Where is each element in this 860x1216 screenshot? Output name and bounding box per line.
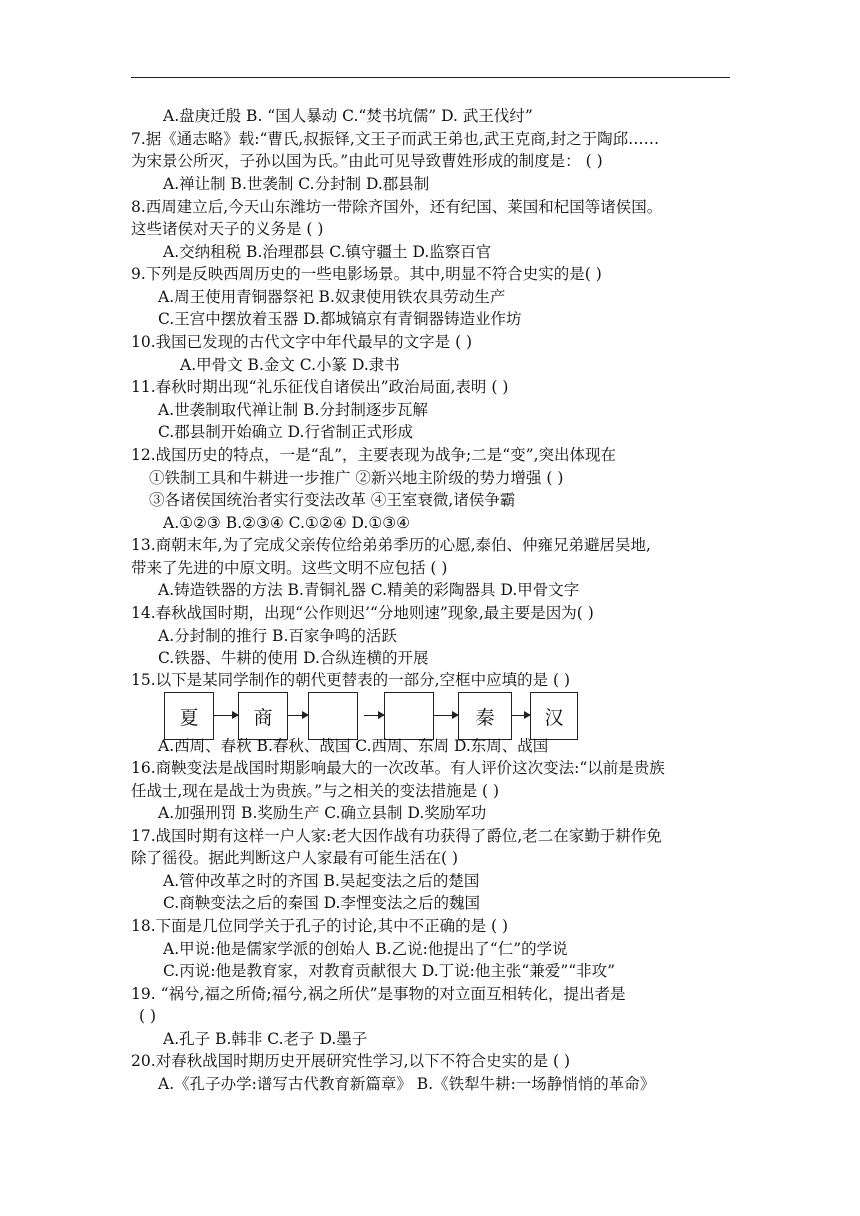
arrow-right-icon: [364, 715, 384, 716]
question-14: 14.春秋战国时期，出现“公作则迟’“分地则速”现象,最主要是因为( ): [131, 604, 594, 622]
question-7: 7.据《通志略》载:“曹氏,叔振铎,文王子而武王弟也,武王克商,封之于陶邱……: [131, 130, 660, 148]
text-line: ③各诸侯国统治者实行变法改革 ④王室衰微,诸侯争霸: [149, 491, 516, 509]
dynasty-box: 商: [238, 692, 288, 740]
question-11: 11.春秋时期出现“礼乐征伐自诸侯出”政治局面,表明 ( ): [131, 378, 509, 396]
question-10: 10.我国已发现的古代文字中年代最早的文字是 ( ): [131, 333, 473, 351]
arrow-right-icon: [288, 715, 308, 716]
dynasty-box: 秦: [458, 692, 512, 740]
options-line: A.甲骨文 B.金文 C.小篆 D.隶书: [180, 356, 400, 374]
options-line: A.铸造铁器的方法 B.青铜礼器 C.精美的彩陶器具 D.甲骨文字: [158, 581, 580, 599]
question-19: 19. “祸兮,福之所倚;福兮,祸之所伏”是事物的对立面互相转化，提出者是: [131, 985, 626, 1003]
text-line: ( ): [139, 1007, 157, 1025]
options-line: C.商鞅变法之后的秦国 D.李悝变法之后的魏国: [163, 894, 480, 912]
question-9: 9.下列是反映西周历史的一些电影场景。其中,明显不符合史实的是( ): [131, 265, 602, 283]
dynasty-box-blank: [308, 692, 358, 740]
options-line: C.丙说:他是教育家，对教育贡献很大 D.丁说:他主张“兼爱”“非攻”: [163, 962, 616, 980]
options-line: A.世袭制取代禅让制 B.分封制逐步瓦解: [158, 401, 428, 419]
options-line: A.甲说:他是儒家学派的创始人 B.乙说:他提出了“仁”的学说: [163, 940, 568, 958]
arrow-right-icon: [434, 715, 458, 716]
options-line: C.郡县制开始确立 D.行省制正式形成: [158, 423, 413, 441]
options-line: A.管仲改革之时的齐国 B.吴起变法之后的楚国: [163, 872, 480, 890]
question-12: 12.战国历史的特点，一是“乱”，主要表现为战争;二是“变”,突出体现在: [131, 446, 616, 464]
question-15: 15.以下是某同学制作的朝代更替表的一部分,空框中应填的是 ( ): [131, 671, 571, 689]
options-line: C.铁器、牛耕的使用 D.合纵连横的开展: [158, 649, 429, 667]
text-line: 这些诸侯对天子的义务是 ( ): [131, 220, 324, 238]
options-line: C.王宫中摆放着玉器 D.都城镐京有青铜器铸造业作坊: [158, 310, 522, 328]
dynasty-box-blank: [384, 692, 434, 740]
question-18: 18.下面是几位同学关于孔子的讨论,其中不正确的是 ( ): [131, 917, 509, 935]
options-line: A.西周、春秋 B.春秋、战国 C.西周、东周 D.东周、战国: [158, 737, 549, 755]
options-line: A.孔子 B.韩非 C.老子 D.墨子: [163, 1030, 368, 1048]
options-line: A.周王使用青铜器祭祀 B.奴隶使用铁农具劳动生产: [158, 288, 506, 306]
question-17: 17.战国时期有这样一户人家:老大因作战有功获得了爵位,老二在家勤于耕作免: [131, 827, 662, 845]
text-line: A.盘庚迁殷 B. “国人暴动 C.“焚书坑儒” D. 武王伐纣”: [163, 107, 533, 125]
options-line: A.①②③ B.②③④ C.①②④ D.①③④: [163, 514, 411, 532]
options-line: A.《孔子办学:谱写古代教育新篇章》 B.《铁犁牛耕:一场静悄悄的革命》: [158, 1075, 656, 1093]
header-rule: [131, 77, 730, 78]
text-line: 除了徭役。据此判断这户人家最有可能生活在( ): [131, 849, 459, 867]
text-line: 任战士,现在是战士为贵族。”与之相关的变法措施是 ( ): [131, 782, 500, 800]
arrow-right-icon: [214, 715, 238, 716]
arrow-right-icon: [512, 715, 530, 716]
question-8: 8.西周建立后,今天山东潍坊一带除齐国外，还有纪国、莱国和杞国等诸侯国。: [131, 198, 663, 216]
options-line: A.加强刑罚 B.奖励生产 C.确立县制 D.奖励军功: [158, 804, 487, 822]
question-16: 16.商鞅变法是战国时期影响最大的一次改革。有人评价这次变法:“以前是贵族: [131, 759, 665, 777]
dynasty-box: 汉: [530, 692, 578, 740]
options-line: A.分封制的推行 B.百家争鸣的活跃: [158, 627, 397, 645]
question-13: 13.商朝末年,为了完成父亲传位给弟弟季历的心愿,泰伯、仲雍兄弟避居吴地,: [131, 536, 651, 554]
dynasty-box: 夏: [164, 692, 214, 740]
options-line: A.禅让制 B.世袭制 C.分封制 D.郡县制: [163, 175, 430, 193]
text-line: 为宋景公所灭，子孙以国为氏。”由此可见导致曹姓形成的制度是： ( ): [131, 152, 603, 170]
text-line: 带来了先进的中原文明。这些文明不应包括 ( ): [131, 559, 448, 577]
question-20: 20.对春秋战国时期历史开展研究性学习,以下不符合史实的是 ( ): [131, 1052, 571, 1070]
text-line: ①铁制工具和牛耕进一步推广 ②新兴地主阶级的势力增强 ( ): [149, 469, 564, 487]
options-line: A.交纳租税 B.治理郡县 C.镇守疆土 D.监察百官: [163, 243, 492, 261]
